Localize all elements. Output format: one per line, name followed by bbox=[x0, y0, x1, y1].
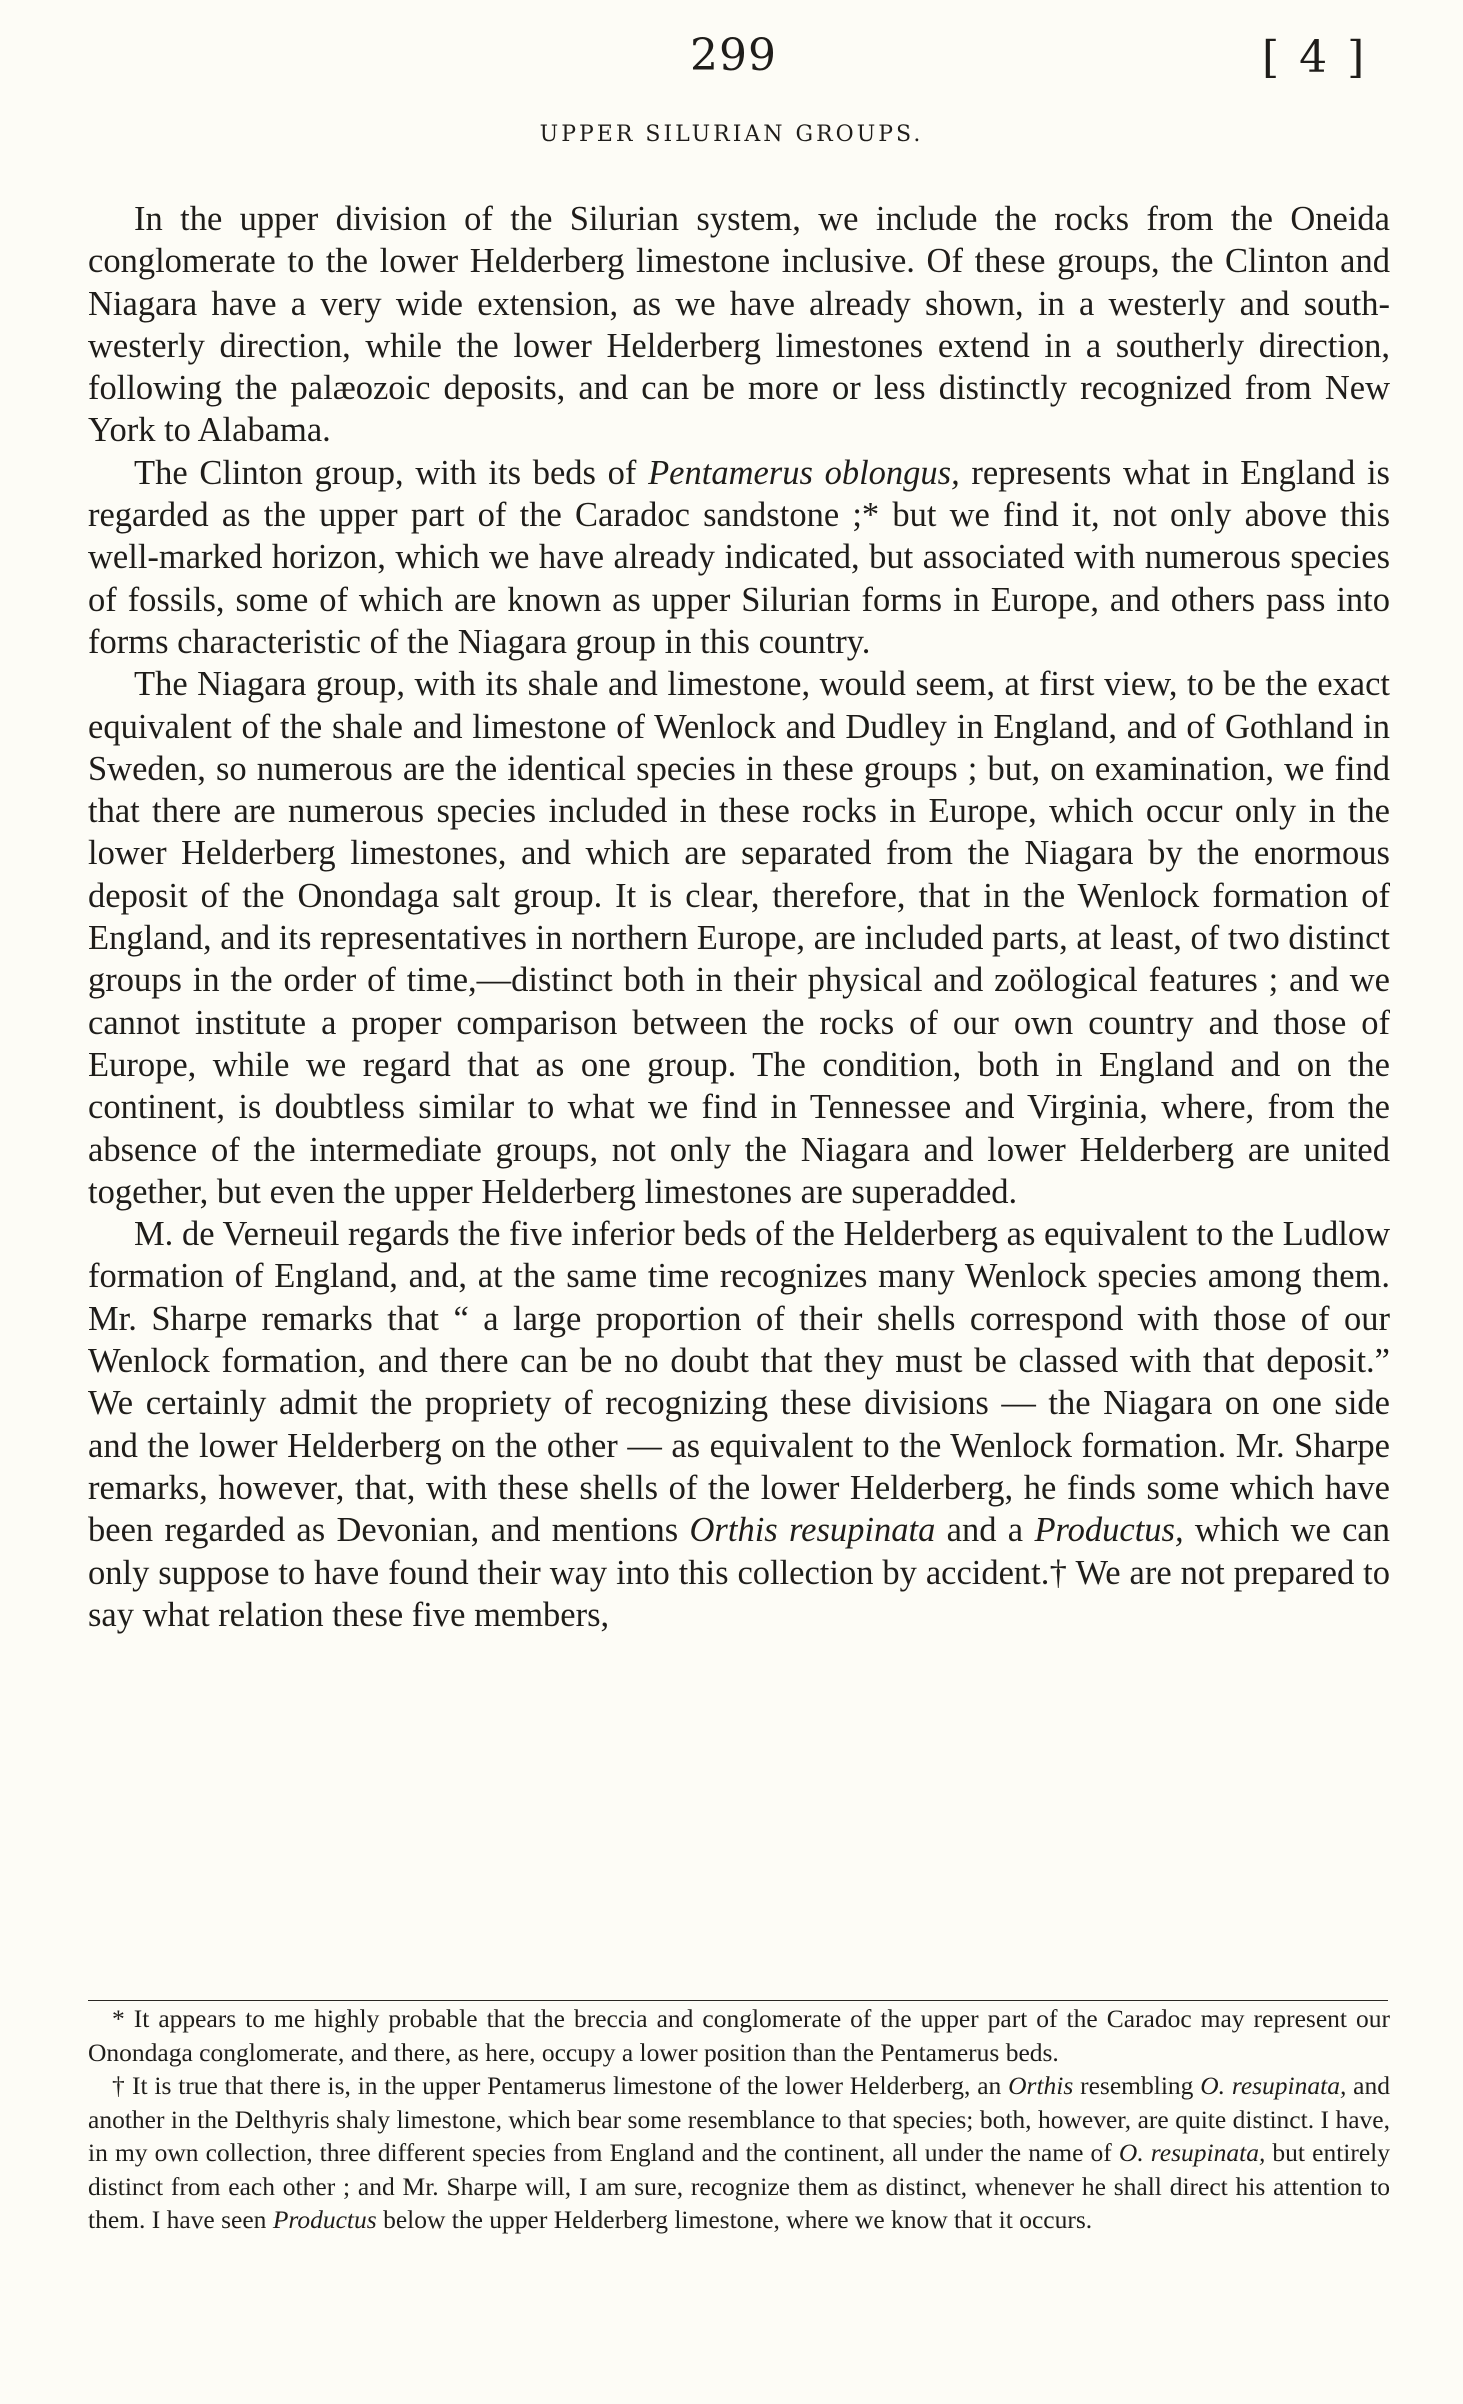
paragraph-2 bbox=[88, 452, 1390, 663]
page-number: 299 bbox=[690, 30, 777, 81]
paragraph-1: In the upper division of the Silurian system, we include the rocks from the Oneida conglomerate to the lower Helderberg limestone inclusive. Of these groups, the Clinton and Niagara have a very wide extension, as we have already shown, in a westerly and south-westerly direction, while the lower Helderberg limestones extend in a southerly direction, following the palæozoic deposits, and can be more or less distinctly recognized from New York to Alabama. bbox=[88, 200, 1390, 450]
paragraph-3: The Niagara group, with its shale and limestone, would seem, at first view, to be the exact equivalent of the shale and limestone of Wenlock and Dudley in England, and of Gothland in Sweden, so numerous are the identical species in these groups ; but, on examination, we find that there are numerous species included in these rocks in Europe, which occur only in the lower Helderberg limestones, and which are separated from the Niagara by the enormous deposit of the Onondaga salt group. It is clear, therefore, that in the Wenlock formation of England, and its representatives in northern Europe, are included parts, at least, of two distinct groups in the order of time,—distinct both in their physical and zoölogical features ; and we cannot institute a proper comparison between the rocks of our own country and those of Europe, while we regard that as one group. The condition, both in England and on the continent, is doubtless similar to what we find in Tennessee and Virginia, where, from the absence of the intermediate groups, not only the Niagara and lower Helderberg are united together, but even the upper Helderberg limestones are superadded. bbox=[88, 665, 1390, 1211]
footnote-2-text-d: but entirely distinct from each other ; and Mr. Sharpe will, I am sure, recognize them as distinct, whenever he shall direct his attention to them. I have seen bbox=[88, 2138, 1391, 2234]
footnotes bbox=[88, 2002, 1390, 2237]
paragraph-4-text-b: and a bbox=[935, 1511, 1035, 1550]
footnote-2 bbox=[88, 2069, 1390, 2237]
body-text bbox=[88, 198, 1390, 1636]
page-header bbox=[0, 30, 1463, 90]
paragraph-4 bbox=[88, 1213, 1390, 1636]
footnote-2-text-b: resembling bbox=[1073, 2071, 1201, 2100]
paragraph-4-text-a: M. de Verneuil regards the five inferior beds of the Helderberg as equivalent to the Ludlow formation of England, and, at the same time recognizes many Wenlock species among them. Mr. Sharpe remarks that “ a large proportion of their shells correspond with those of our Wenlock formation, and there can be no doubt that they must be classed with that deposit.” We certainly admit the propriety of recognizing these divisions — the Niagara on one side and the lower Helderberg on the other — as equivalent to the Wenlock formation. Mr. Sharpe remarks, however, that, with these shells of the lower Helderberg, he finds some which have been regarded as Devonian, and mentions bbox=[88, 1215, 1390, 1550]
genus-name-productus: Productus, bbox=[1034, 1511, 1184, 1550]
paragraph-2-text-b: represents what in England is regarded as the upper part of the Caradoc sandstone ;* but we find it, not only above this well-marked horizon, which we have already indicated, but associated with numerous species of fossils, some of which are known as upper Silurian forms in Europe, and others pass into forms characteristic of the Niagara group in this country. bbox=[88, 453, 1390, 661]
running-head: UPPER SILURIAN GROUPS. bbox=[539, 122, 924, 147]
species-name-orthis-resupinata: Orthis resupinata bbox=[689, 1511, 936, 1550]
species-name-o-resupinata: O. resupinata, bbox=[1200, 2071, 1347, 2100]
species-name-pentamerus-oblongus: Pentamerus oblongus, bbox=[648, 453, 960, 492]
footnote-2-text-c: and another in the Delthyris shaly limestone, which bear some resemblance to that species; both, however, are quite distinct. I have, in my own collection, three different species from England and the continent, all under the name of bbox=[88, 2071, 1390, 2167]
footnote-2-text-a: † It is true that there is, in the upper Pentamerus limestone of the lower Helderberg, an bbox=[112, 2071, 1009, 2100]
paragraph-4-text-c: which we can only suppose to have found their way into this collection by accident.† We are not prepared to say what relation these five members, bbox=[88, 1511, 1390, 1634]
footnote-rule bbox=[88, 2000, 1388, 2001]
footnote-2-text-e: below the upper Helderberg limestone, where we know that it occurs. bbox=[376, 2205, 1093, 2234]
species-name-o-resupinata-2: O. resupinata, bbox=[1118, 2138, 1266, 2167]
paragraph-2-text-a: The Clinton group, with its beds of bbox=[134, 453, 649, 492]
signature-mark: [ 4 ] bbox=[1262, 32, 1368, 83]
genus-name-productus-2: Productus bbox=[272, 2205, 377, 2234]
genus-name-orthis: Orthis bbox=[1008, 2071, 1074, 2100]
footnote-1: * It appears to me highly probable that the breccia and conglomerate of the upper part of the Caradoc may represent our Onondaga conglomerate, and there, as here, occupy a lower position than the Pentamerus beds. bbox=[88, 2004, 1390, 2067]
